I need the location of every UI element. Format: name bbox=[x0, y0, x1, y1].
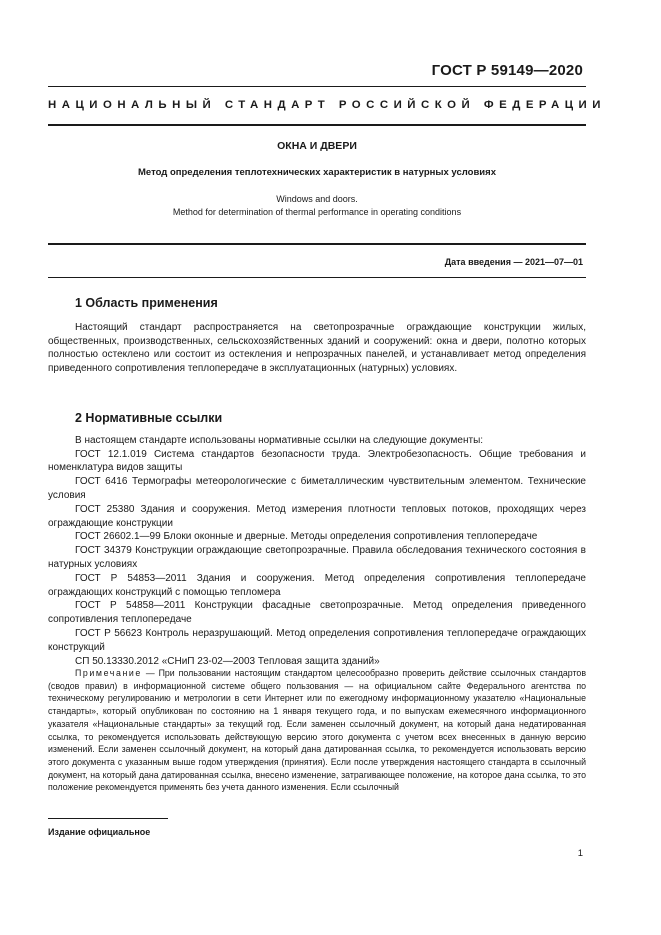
introduction-date: Дата введения — 2021—07—01 bbox=[444, 257, 583, 267]
document-title: ОКНА И ДВЕРИ bbox=[277, 140, 357, 152]
reference-item: ГОСТ 34379 Конструкции ограждающие светопрозрачные. Правила обследования технического состояния в натурных условиях bbox=[48, 545, 586, 570]
english-title bbox=[48, 193, 586, 219]
header-divider-top bbox=[48, 86, 586, 87]
section-2 bbox=[48, 412, 586, 668]
section-1-text: Настоящий стандарт распространяется на светопрозрачные ограждающие конструкции жилых, общественных, производственных, сельскохозяйственных зданий и сооружений: окна и двери, полотно которых полностью остеклено или состоит из остекления и непрозрачных панелей, и устанавливает метод определения приведенного сопротивления теплопередаче в эксплуатационных (натурных) условиях. bbox=[48, 321, 586, 375]
reference-item: ГОСТ 26602.1—99 Блоки оконные и дверные. Методы определения сопротивления теплопередаче bbox=[75, 531, 538, 543]
standard-number: ГОСТ Р 59149—2020 bbox=[431, 62, 583, 79]
section-1 bbox=[48, 297, 586, 376]
english-title-line-2: Method for determination of thermal performance in operating conditions bbox=[172, 207, 462, 217]
date-divider bbox=[48, 277, 586, 278]
section-2-heading: 2 Нормативные ссылки bbox=[75, 411, 223, 425]
page-number: 1 bbox=[577, 848, 583, 859]
reference-item: ГОСТ 12.1.019 Система стандартов безопасности труда. Электробезопасность. Общие требования и номенклатура видов защиты bbox=[48, 448, 586, 474]
section-2-intro: В настоящем стандарте использованы нормативные ссылки на следующие документы: bbox=[75, 434, 484, 446]
national-standard-banner: НАЦИОНАЛЬНЫЙ СТАНДАРТ РОССИЙСКОЙ ФЕДЕРАЦИИ bbox=[48, 99, 606, 111]
english-title-line-1: Windows and doors. bbox=[276, 194, 358, 204]
reference-item: ГОСТ Р 56623 Контроль неразрушающий. Метод определения сопротивления теплопередаче ограждающих конструкций bbox=[48, 627, 586, 653]
edition-label: Издание официальное bbox=[48, 827, 151, 837]
section-1-heading: 1 Область применения bbox=[75, 296, 218, 310]
note-text: — При пользовании настоящим стандартом целесообразно проверить действие ссылочных стандартов (сводов правил) в информационной системе общего пользования — на официальном сайте Федерального агентства по техническому регулированию и метрологии в сети Интернет или по ежегодному информационному указателю «Национальные стандарты», который опубликован по состоянию на 1 января текущего года, и по выпускам ежемесячного информационного указателя «Национальные стандарты» за текущий год. Если заменен ссылочный документ, на который дана недатированная ссылка, то рекомендуется использовать действующую версию этого документа с учетом всех внесенных в данную версию изменений. Если заменен ссылочный документ, на который дана датированная ссылка, то рекомендуется использовать версию этого документа с указанным выше годом утверждения (принятия). Если после утверждения настоящего стандарта в ссылочный документ, на который дана датированная ссылка, внесено изменение, затрагивающее положение, на которое дана ссылка, то это положение рекомендуется применять без учета данного изменения. Если ссылочный bbox=[48, 668, 586, 793]
reference-item: ГОСТ Р 54853—2011 Здания и сооружения. Метод определения сопротивления теплопередаче ограждающих конструкций с помощью тепломера bbox=[48, 572, 586, 598]
footer-divider bbox=[48, 818, 168, 819]
header-divider-bottom bbox=[48, 124, 586, 126]
reference-item: ГОСТ Р 54858—2011 Конструкции фасадные светопрозрачные. Метод определения приведенного сопротивления теплопередаче bbox=[48, 600, 586, 626]
note bbox=[48, 667, 586, 794]
document-subtitle: Метод определения теплотехнических характеристик в натурных условиях bbox=[138, 167, 496, 178]
reference-item: СП 50.13330.2012 «СНиП 23-02—2003 Тепловая защита зданий» bbox=[75, 655, 380, 667]
reference-item: ГОСТ 25380 Здания и сооружения. Метод измерения плотности тепловых потоков, проходящих через ограждающие конструкции bbox=[48, 503, 586, 529]
note-label: Примечание bbox=[75, 668, 142, 678]
reference-list bbox=[48, 448, 586, 669]
title-divider bbox=[48, 243, 586, 245]
reference-item: ГОСТ 6416 Термографы метеорологические с биметаллическим чувствительным элементом. Технические условия bbox=[48, 476, 586, 501]
